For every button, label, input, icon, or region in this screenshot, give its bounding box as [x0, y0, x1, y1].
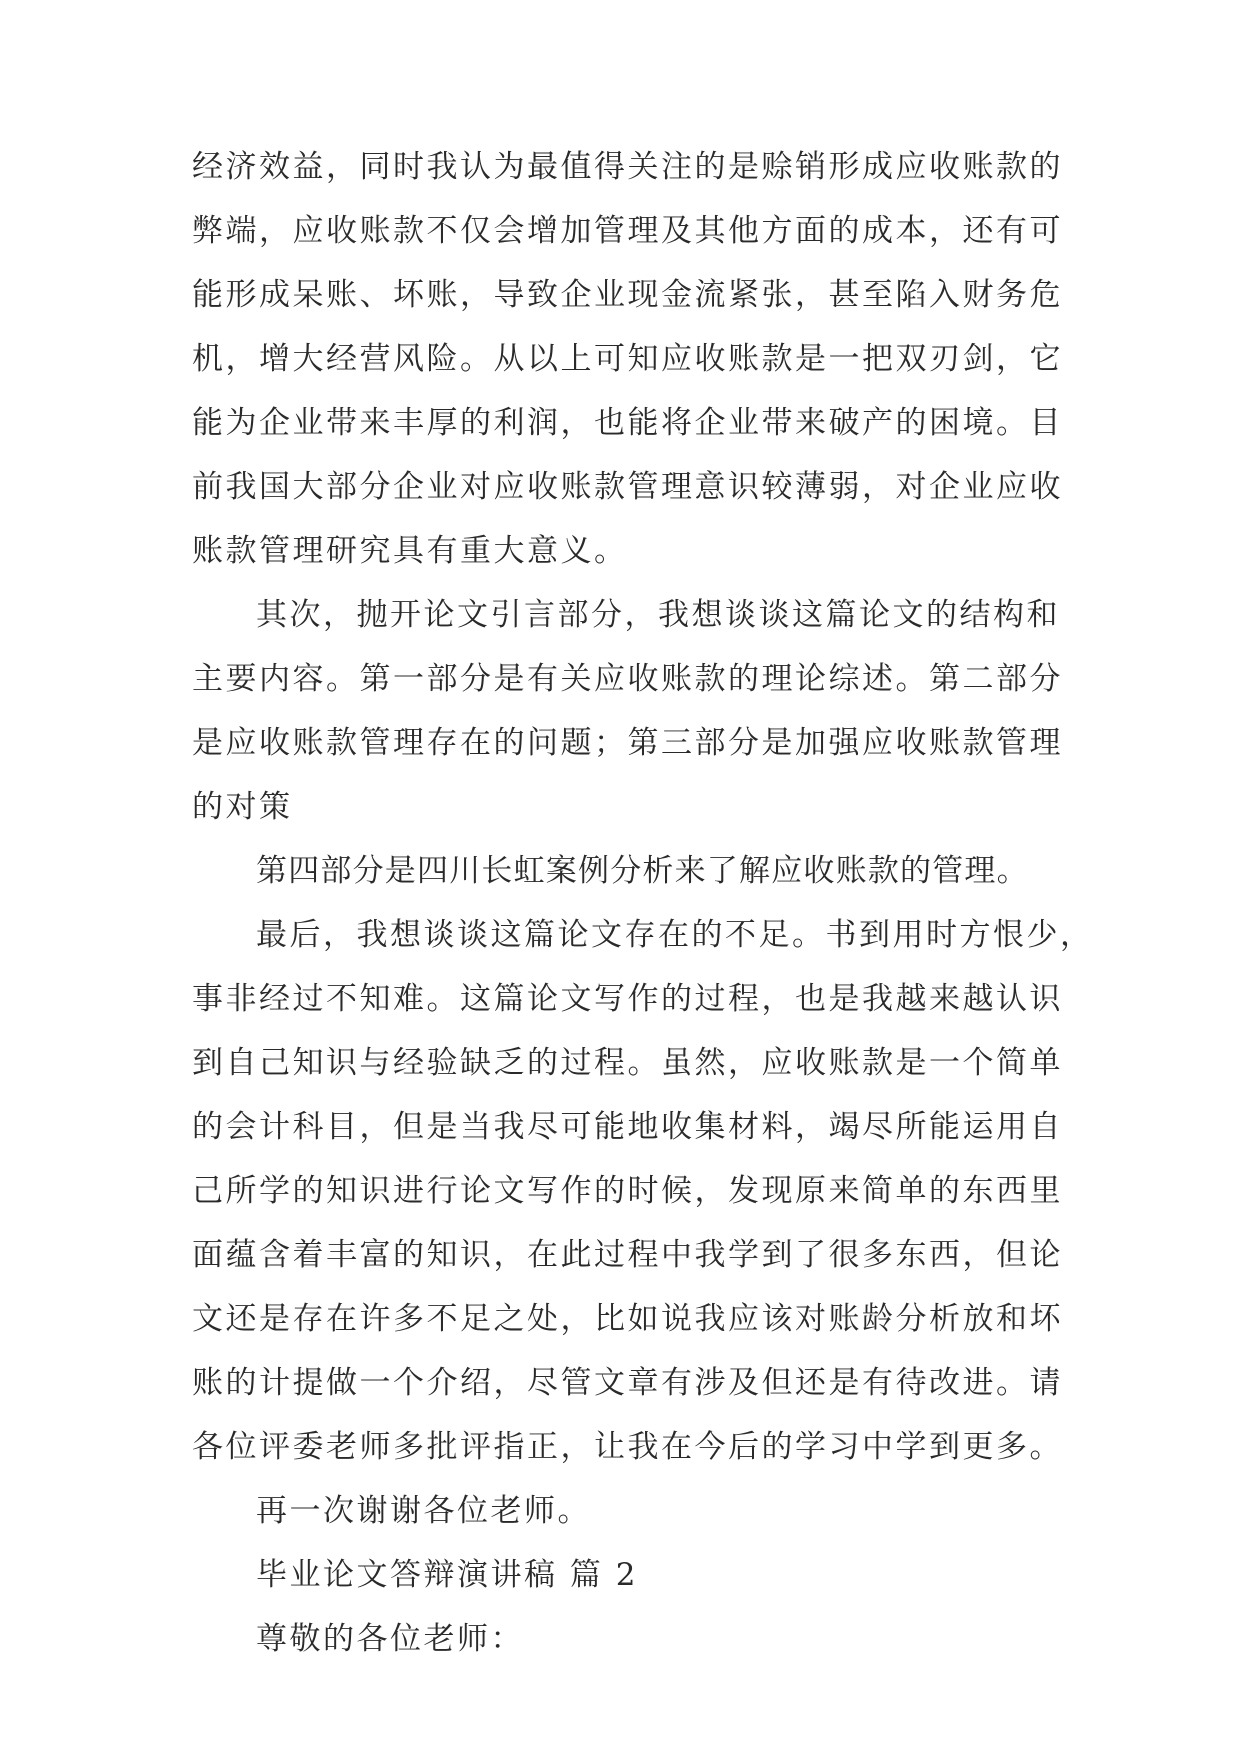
text-line: 到自己知识与经验缺乏的过程。虽然，应收账款是一个简单 [192, 1045, 1063, 1081]
text-line: 第四部分是四川长虹案例分析来了解应收账款的管理。 [256, 853, 1029, 889]
text-line: 是应收账款管理存在的问题；第三部分是加强应收账款管理 [192, 725, 1063, 761]
text-line: 的对策 [192, 789, 293, 825]
text-line: 最后，我想谈谈这篇论文存在的不足。书到用时方恨少， [256, 917, 1094, 953]
text-line: 前我国大部分企业对应收账款管理意识较薄弱，对企业应收 [192, 469, 1063, 505]
text-line: 再一次谢谢各位老师。 [256, 1493, 591, 1529]
text-line: 账的计提做一个介绍，尽管文章有涉及但还是有待改进。请 [192, 1365, 1063, 1401]
salutation: 尊敬的各位老师： [256, 1621, 524, 1657]
text-line: 事非经过不知难。这篇论文写作的过程，也是我越来越认识 [192, 981, 1063, 1017]
text-line: 机，增大经营风险。从以上可知应收账款是一把双刃剑，它 [192, 341, 1063, 377]
section-heading: 毕业论文答辩演讲稿 篇 2 [256, 1557, 638, 1593]
text-line: 其次，抛开论文引言部分，我想谈谈这篇论文的结构和 [256, 597, 1060, 633]
text-line: 能为企业带来丰厚的利润，也能将企业带来破产的困境。目 [192, 405, 1063, 441]
text-line: 面蕴含着丰富的知识，在此过程中我学到了很多东西，但论 [192, 1237, 1063, 1273]
text-line: 能形成呆账、坏账，导致企业现金流紧张，甚至陷入财务危 [192, 277, 1063, 313]
text-line: 的会计科目，但是当我尽可能地收集材料，竭尽所能运用自 [192, 1109, 1063, 1145]
text-line: 己所学的知识进行论文写作的时候，发现原来简单的东西里 [192, 1173, 1063, 1209]
text-line: 文还是存在许多不足之处，比如说我应该对账龄分析放和坏 [192, 1301, 1063, 1337]
text-line: 经济效益，同时我认为最值得关注的是赊销形成应收账款的 [192, 149, 1063, 185]
text-line: 账款管理研究具有重大意义。 [192, 533, 628, 569]
text-line: 各位评委老师多批评指正，让我在今后的学习中学到更多。 [192, 1429, 1063, 1465]
text-line: 主要内容。第一部分是有关应收账款的理论综述。第二部分 [192, 661, 1063, 697]
text-line: 弊端，应收账款不仅会增加管理及其他方面的成本，还有可 [192, 213, 1063, 249]
